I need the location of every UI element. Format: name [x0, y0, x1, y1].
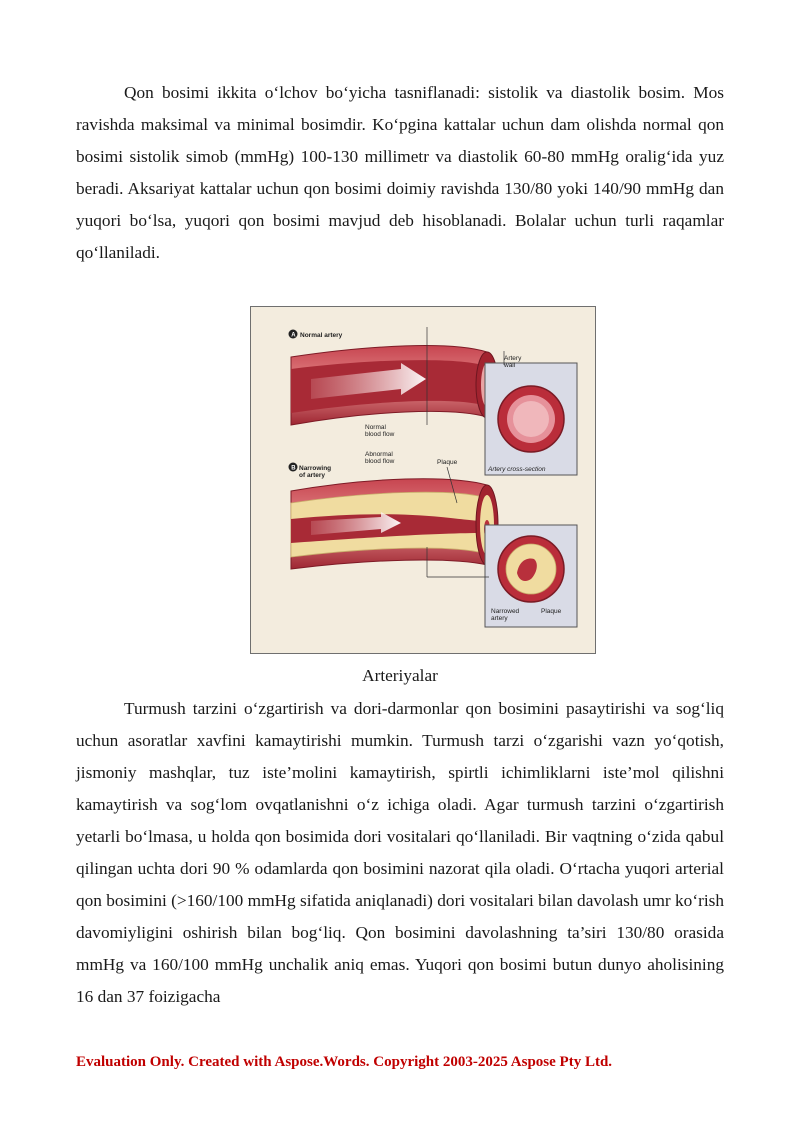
label-abnormal-flow-1: Abnormal: [365, 451, 393, 458]
artery-illustration: [251, 307, 596, 654]
label-narrowing-1: Narrowing: [299, 465, 332, 472]
label-normal-flow-2: blood flow: [365, 431, 395, 438]
label-abnormal-flow-2: blood flow: [365, 458, 395, 465]
label-narrowed-2: artery: [491, 615, 508, 622]
paragraph-blood-pressure: Qon bosimi ikkita o‘lchov bo‘yicha tasniflanadi: sistolik va diastolik bosim. Mos ravishda maksimal va minimal bosimdir. Ko‘pgina kattalar uchun dam olishda normal qon bosimi sistolik simob (mmHg) 100-130 millimetr va diastolik 60-80 mmHg oralig‘ida yuz beradi. Aksariyat kattalar uchun qon bosimi doimiy ravishda 130/80 yoki 140/90 mmHg dan yuqori bo‘lsa, yuqori qon bosimi mavjud deb hisoblanadi. Bolalar uchun turli raqamlar qo‘llaniladi.: [76, 83, 724, 262]
normal-artery-tube: [291, 346, 498, 425]
paragraph-treatment: Turmush tarzini o‘zgartirish va dori-darmonlar qon bosimini pasaytirishi va sog‘liq uchun asoratlar xavfini kamaytirishi mumkin. Turmush tarzi o‘zgarishi vazn yo‘qotish, jismoniy mashqlar, tuz iste’molini kamaytirish, spirtli ichimliklarni iste’mol qilishni kamaytirish va sog‘lom ovqatlanishni o‘z ichiga oladi. Agar turmush tarzini o‘zgartirish yetarli bo‘lmasa, u holda qon bosimida dori vositalari qo‘llaniladi. Bir vaqtning o‘zida qabul qilingan uchta dori 90 % odamlarda qon bosimini nazorat qila oladi. O‘rtacha yuqori arterial qon bosimini (>160/100 mmHg sifatida aniqlanadi) dori vositalari bilan davolash umr ko‘rish davomiyligini oshirish bilan bog‘liq. Qon bosimini davolashning ta’siri 130/80 orasida mmHg va 160/100 mmHg unchalik aniq emas. Yuqori qon bosimi butun dunyo aholisining 16 dan 37 foizigacha: [76, 699, 724, 1006]
label-plaque: Plaque: [437, 459, 458, 466]
label-artery-wall-2: wall: [504, 362, 516, 369]
label-narrowing-2: of artery: [299, 472, 326, 479]
narrowed-artery-tube: [291, 479, 498, 569]
evaluation-footer: Evaluation Only. Created with Aspose.Words. Copyright 2003-2025 Aspose Pty Ltd.: [76, 1054, 613, 1070]
artery-figure: [250, 306, 596, 654]
label-normal-artery: Normal artery: [300, 332, 343, 339]
label-normal-flow-1: Normal: [365, 424, 386, 431]
figure-caption: Arteriyalar: [362, 666, 438, 685]
marker-b: B: [291, 465, 296, 472]
label-cross-section: Artery cross-section: [488, 466, 546, 473]
label-artery-wall-1: Artery: [504, 355, 522, 362]
marker-a: A: [291, 332, 296, 339]
label-narrowed-1: Narrowed: [491, 608, 520, 615]
label-plaque-2: Plaque: [541, 608, 562, 615]
